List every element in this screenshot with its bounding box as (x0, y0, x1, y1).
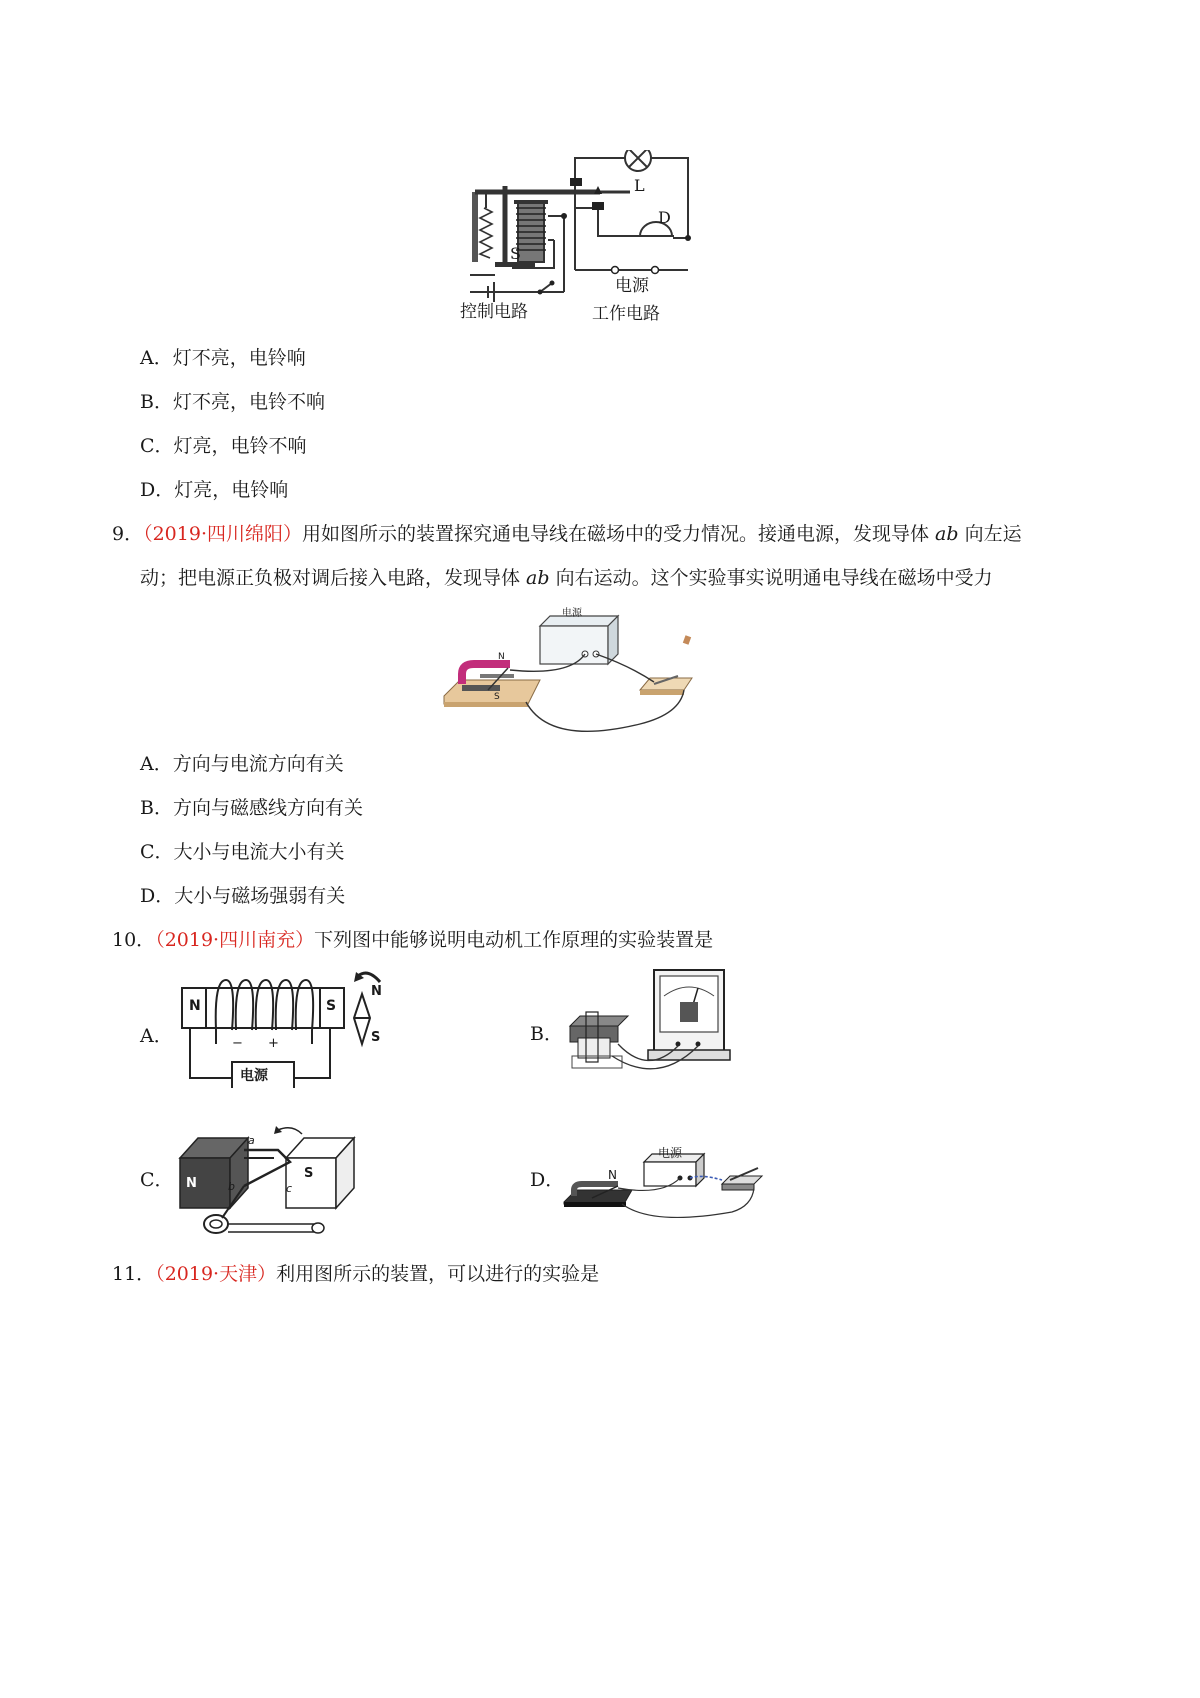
option-letter: D． (140, 885, 175, 907)
question-number: 9． (112, 523, 144, 545)
q8-option-b (140, 390, 325, 414)
option-text: 灯不亮，电铃响 (172, 347, 306, 369)
q9-stem-line1 (112, 522, 1022, 546)
terminal-plus: + (268, 1036, 279, 1051)
option-letter: B． (140, 391, 173, 413)
option-text: 大小与电流大小有关 (173, 841, 345, 863)
needle-n-label: N (371, 984, 382, 999)
q10-option-b-label: B． (530, 1023, 563, 1045)
option-letter: B． (140, 797, 173, 819)
power-box-label: 电源 (658, 1146, 683, 1160)
solenoid-n-label: N (189, 998, 201, 1014)
relay-circuit-figure (460, 150, 770, 360)
q8-option-c (140, 434, 307, 458)
stem-text: 下列图中能够说明电动机工作原理的实验装置是 (314, 929, 714, 951)
option-letter: C． (140, 435, 174, 457)
option-text: 方向与磁感线方向有关 (172, 797, 363, 819)
stem-italic: ab (526, 567, 550, 589)
needle-s-label: S (371, 1030, 381, 1045)
option-letter: D． (140, 479, 175, 501)
stem-text: 动；把电源正负极对调后接入电路，发现导体 (140, 567, 527, 589)
switch-label: S (510, 244, 521, 263)
question-source: （2019·天津） (155, 1263, 277, 1285)
q10-figure-a (180, 966, 400, 1088)
terminal-minus: − (232, 1036, 243, 1051)
q10-option-c-label: C． (140, 1169, 174, 1191)
option-text: 灯不亮，电铃不响 (172, 391, 325, 413)
option-letter: A． (140, 347, 173, 369)
q9-option-b (140, 796, 363, 820)
stem-text: 用如图所示的装置探究通电导线在磁场中的受力情况。接通电源，发现导体 (302, 523, 936, 545)
q9-option-c (140, 840, 345, 864)
coil-a-label: a (248, 1134, 255, 1147)
option-text: 方向与电流方向有关 (172, 753, 344, 775)
q9-option-a (140, 752, 344, 776)
power-supply-label: 电源 (562, 608, 582, 619)
q10-figure-d (562, 1140, 772, 1230)
question-number: 10． (112, 929, 156, 951)
q10-stem (112, 928, 713, 952)
magnet-s-label: S (494, 692, 500, 702)
coil-c-label: c (286, 1182, 293, 1195)
control-circuit-caption: 控制电路 (460, 302, 528, 322)
stem-italic: ab (935, 523, 959, 545)
magnet-n-label: N (608, 1168, 617, 1182)
q8-option-d (140, 478, 288, 502)
option-text: 灯亮，电铃不响 (173, 435, 307, 457)
power-box-label: 电源 (240, 1068, 268, 1084)
question-source: （2019·四川绵阳） (143, 523, 302, 545)
question-number: 11． (112, 1263, 156, 1285)
q10-figure-b (568, 966, 738, 1082)
stem-text: 向右运动。这个实验事实说明通电导线在磁场中受力 (549, 567, 993, 589)
q10-option-a-label: A． (140, 1025, 173, 1047)
stem-text: 利用图所示的装置，可以进行的实验是 (276, 1263, 600, 1285)
block-s-label: S (304, 1166, 314, 1181)
q9-option-d (140, 884, 345, 908)
power-label: 电源 (615, 276, 649, 296)
q8-option-a (140, 346, 306, 370)
magnet-n-label: N (498, 652, 505, 662)
stem-text: 向左运 (958, 523, 1022, 545)
option-letter: A． (140, 753, 173, 775)
q9-stem-line2 (140, 566, 993, 590)
solenoid-s-label: S (326, 998, 337, 1014)
q10-option-d-label: D． (530, 1169, 565, 1191)
question-source: （2019·四川南充） (155, 929, 315, 951)
q11-stem (112, 1262, 599, 1286)
option-text: 灯亮，电铃响 (174, 479, 289, 501)
coil-b-label: b (228, 1180, 235, 1193)
q10-figure-c (178, 1120, 378, 1240)
q9-apparatus-figure (440, 606, 750, 740)
block-n-label: N (186, 1176, 197, 1191)
option-letter: C． (140, 841, 174, 863)
working-circuit-caption: 工作电路 (592, 304, 660, 324)
bell-label: D (658, 208, 671, 227)
lamp-label: L (634, 176, 645, 195)
option-text: 大小与磁场强弱有关 (174, 885, 346, 907)
